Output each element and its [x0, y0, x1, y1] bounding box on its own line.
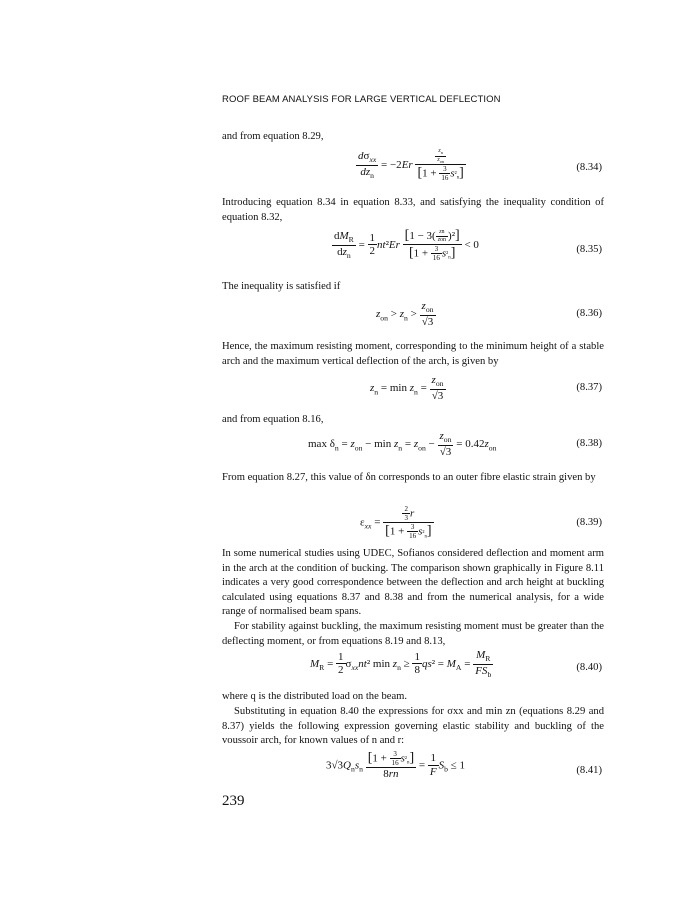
paragraph: For stability against buckling, the maximum resisting moment must be greater than the deflecting moment, or from equations 8.19 and 8.13, — [222, 621, 604, 647]
paragraph: In some numerical studies using UDEC, Sofianos considered deflection and moment arm in the arch at the condition of bucking. The comparison shown graphically in Figure 8.11 indicates a very good correspondence between the deflection and arch height at buckling calculated using equations 8.37 and 8.38 and from the numerical analysis, for a wide range of normalised beam spans. — [222, 548, 604, 618]
equation-8-34: $\frac{d\sigma_{xx}}{dz_n}$ = −2Er $\frac{z_n}{z_{on}}$ [1 + $\frac{3}{16}$ $s^2_n$] (8.34) — [358, 148, 602, 183]
paragraph: From equation 8.27, this value of δn corresponds to an outer fibre elastic strain given by — [222, 472, 596, 483]
paragraph: The inequality is satisfied if — [222, 281, 341, 292]
equation-8-35: $\frac{dM_R}{dz_n}$ = $\frac{1}{2}$ nt²Er [1 − 3( $\frac{zn}{\text{zon}}$ )²] [1 + $\frac{3}{16}$ $s^2_n$] < 0 (8.35) — [334, 228, 602, 263]
equation-number: (8.36) — [576, 308, 602, 319]
equation-number: (8.40) — [576, 662, 602, 673]
paragraph: Introducing equation 8.34 in equation 8.33, and satisfying the inequality condition of equation 8.32, — [222, 197, 604, 223]
equation-8-41: $3√3Q_ns_n$ [1 + $\frac{3}{16}$ $s^2_n$] 8rn = $\frac{1}{F}$ $S_b \le 1$ (8.41) — [326, 750, 602, 781]
equation-number: (8.37) — [576, 382, 602, 393]
equation-8-36: $z_{on} > z_n$ > $\frac{z_{on}}{√3}$ (8.36) — [376, 300, 602, 329]
equation-number: (8.38) — [576, 438, 602, 449]
equation-8-37: $z_n = \min z_n$ = $\frac{z_{on}}{√3}$ (8.37) — [370, 374, 602, 403]
equation-number: (8.41) — [576, 765, 602, 776]
paragraph: where q is the distributed load on the beam. — [222, 691, 408, 702]
equation-number: (8.35) — [576, 244, 602, 255]
equation-8-39: $\varepsilon_{xx}$ = $\frac{2}{3}$ r [1 + $\frac{3}{16}$ $s^2_n$] (8.39) — [360, 505, 602, 541]
running-header: ROOF BEAM ANALYSIS FOR LARGE VERTICAL DEFLECTION — [222, 94, 501, 105]
equation-8-40: $M_R$ = $\frac{1}{2}$ $\sigma_{xx}nt^2$ $\min z_n$ ≥ $\frac{1}{8}$ $qs^2 = M_A$ = $\frac{M_R}{FS_b}$ (8.40) — [310, 649, 602, 680]
equation-number: (8.34) — [576, 162, 602, 173]
equation-8-38: $\max \delta_n = z_{on} - \min z_n = z_{on}$ − $\frac{z_{on}}{√3}$ = $0.42z_{on}$ (8.38) — [308, 430, 602, 459]
paragraph: and from equation 8.29, — [222, 131, 324, 142]
page-number: 239 — [222, 793, 245, 809]
paragraph: Substituting in equation 8.40 the expressions for σxx and min zn (equations 8.29 and 8.37) yields the following expression governing elastic stability and buckling of the voussoir arch, for known values of n and r: — [222, 706, 604, 747]
equation-number: (8.39) — [576, 517, 602, 528]
paragraph: Hence, the maximum resisting moment, corresponding to the minimum height of a stable arch and the maximum vertical deflection of the arch, is given by — [222, 341, 604, 367]
paragraph: and from equation 8.16, — [222, 414, 324, 425]
